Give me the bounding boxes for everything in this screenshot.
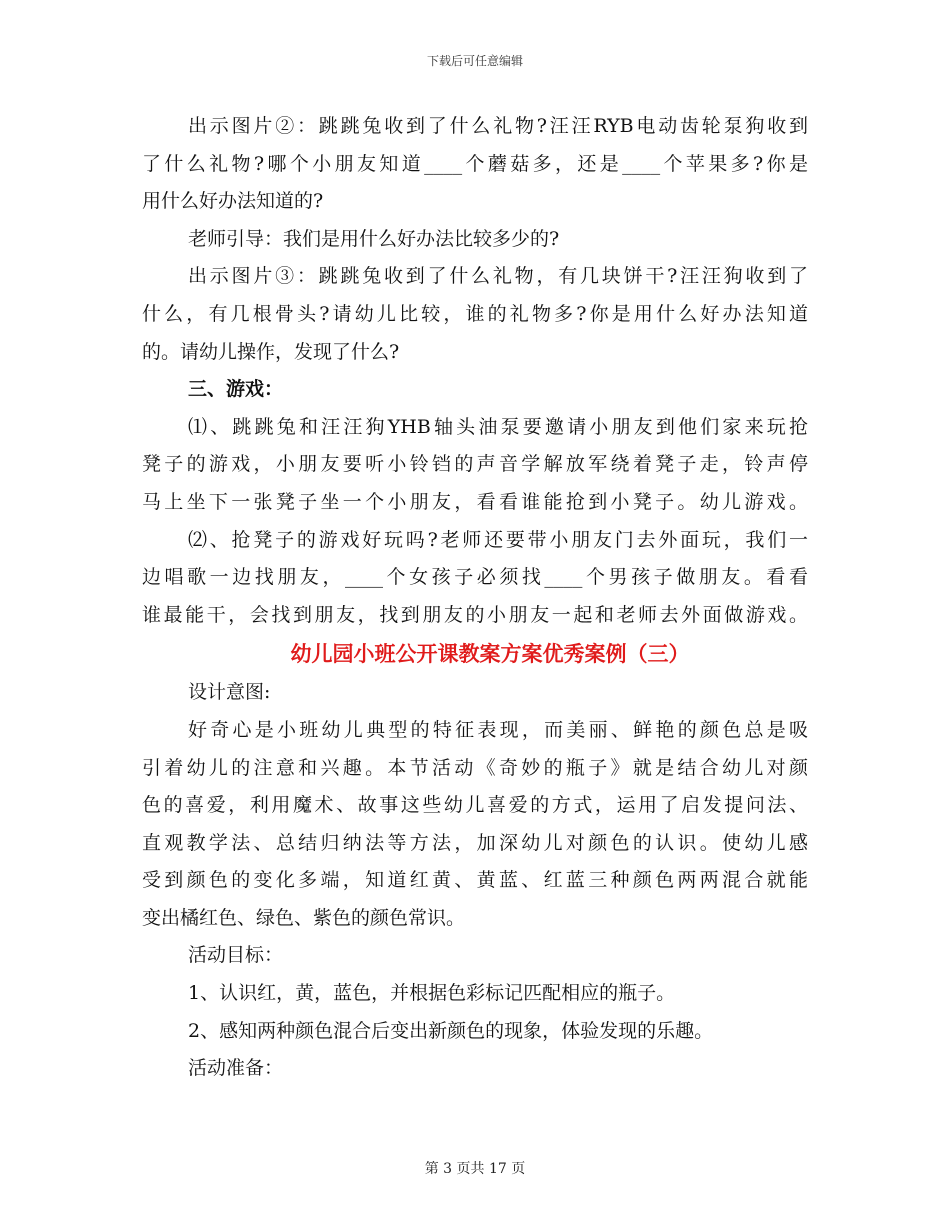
paragraph-line: ⑴、跳跳兔和汪汪狗YHB轴头油泵要邀请小朋友到他们家来玩抢 — [188, 415, 808, 438]
page-footer: 第 3 页共 17 页 — [424, 1161, 526, 1177]
paragraph-line: 的。请幼儿操作，发现了什么? — [142, 340, 400, 363]
paragraph-line: 了什么礼物?哪个小朋友知道____个蘑菇多，还是____个苹果多?你是 — [142, 152, 808, 175]
paragraph-line: 好奇心是小班幼儿典型的特征表现，而美丽、鲜艳的颜色总是吸 — [188, 718, 808, 741]
paragraph-line: 马上坐下一张凳子坐一个小朋友，看看谁能抢到小凳子。幼儿游戏。 — [142, 490, 808, 513]
paragraph-line: 变出橘红色、绿色、紫色的颜色常识。 — [142, 906, 466, 929]
document-title: 幼儿园小班公开课教案方案优秀案例（三） — [290, 641, 690, 667]
paragraph-line: ⑵、抢凳子的游戏好玩吗?老师还要带小朋友门去外面玩，我们一 — [188, 528, 808, 551]
paragraph-line: 出示图片③：跳跳兔收到了什么礼物，有几块饼干?汪汪狗收到了 — [188, 265, 808, 288]
list-item: 1、认识红，黄，蓝色，并根据色彩标记匹配相应的瓶子。 — [188, 982, 676, 1005]
document-body — [142, 108, 808, 1088]
paragraph-line: 色的喜爱，利用魔术、故事这些幼儿喜爱的方式，运用了启发提问法、 — [142, 794, 808, 817]
paragraph-line: 活动准备： — [188, 1057, 284, 1080]
list-item: 2、感知两种颜色混合后变出新颜色的现象，体验发现的乐趣。 — [188, 1019, 714, 1042]
paragraph-line: 凳子的游戏，小朋友要听小铃铛的声音学解放军绕着凳子走，铃声停 — [142, 453, 808, 476]
paragraph-line: 用什么好办法知道的? — [142, 190, 324, 213]
paragraph-line: 谁最能干，会找到朋友，找到朋友的小朋友一起和老师去外面做游戏。 — [142, 603, 808, 626]
paragraph-line: 引着幼儿的注意和兴趣。本节活动《奇妙的瓶子》就是结合幼儿对颜 — [142, 756, 808, 779]
paragraph-line: 老师引导：我们是用什么好办法比较多少的? — [188, 227, 560, 250]
paragraph-line: 活动目标： — [188, 944, 284, 967]
paragraph-line: 直观教学法、总结归纳法等方法，加深幼儿对颜色的认识。使幼儿感 — [142, 831, 808, 854]
paragraph-line: 受到颜色的变化多端，知道红黄、黄蓝、红蓝三种颜色两两混合就能 — [142, 869, 808, 892]
page-header: 下载后可任意编辑 — [426, 54, 523, 68]
paragraph-line: 边唱歌一边找朋友，____个女孩子必须找____个男孩子做朋友。看看 — [142, 566, 808, 589]
paragraph-line: 什么，有几根骨头?请幼儿比较，谁的礼物多?你是用什么好办法知道 — [142, 302, 808, 325]
paragraph-line: 出示图片②：跳跳兔收到了什么礼物?汪汪RYB电动齿轮泵狗收到 — [188, 115, 808, 137]
paragraph-line: 设计意图: — [188, 681, 271, 704]
section-heading: 三、游戏： — [188, 378, 284, 401]
